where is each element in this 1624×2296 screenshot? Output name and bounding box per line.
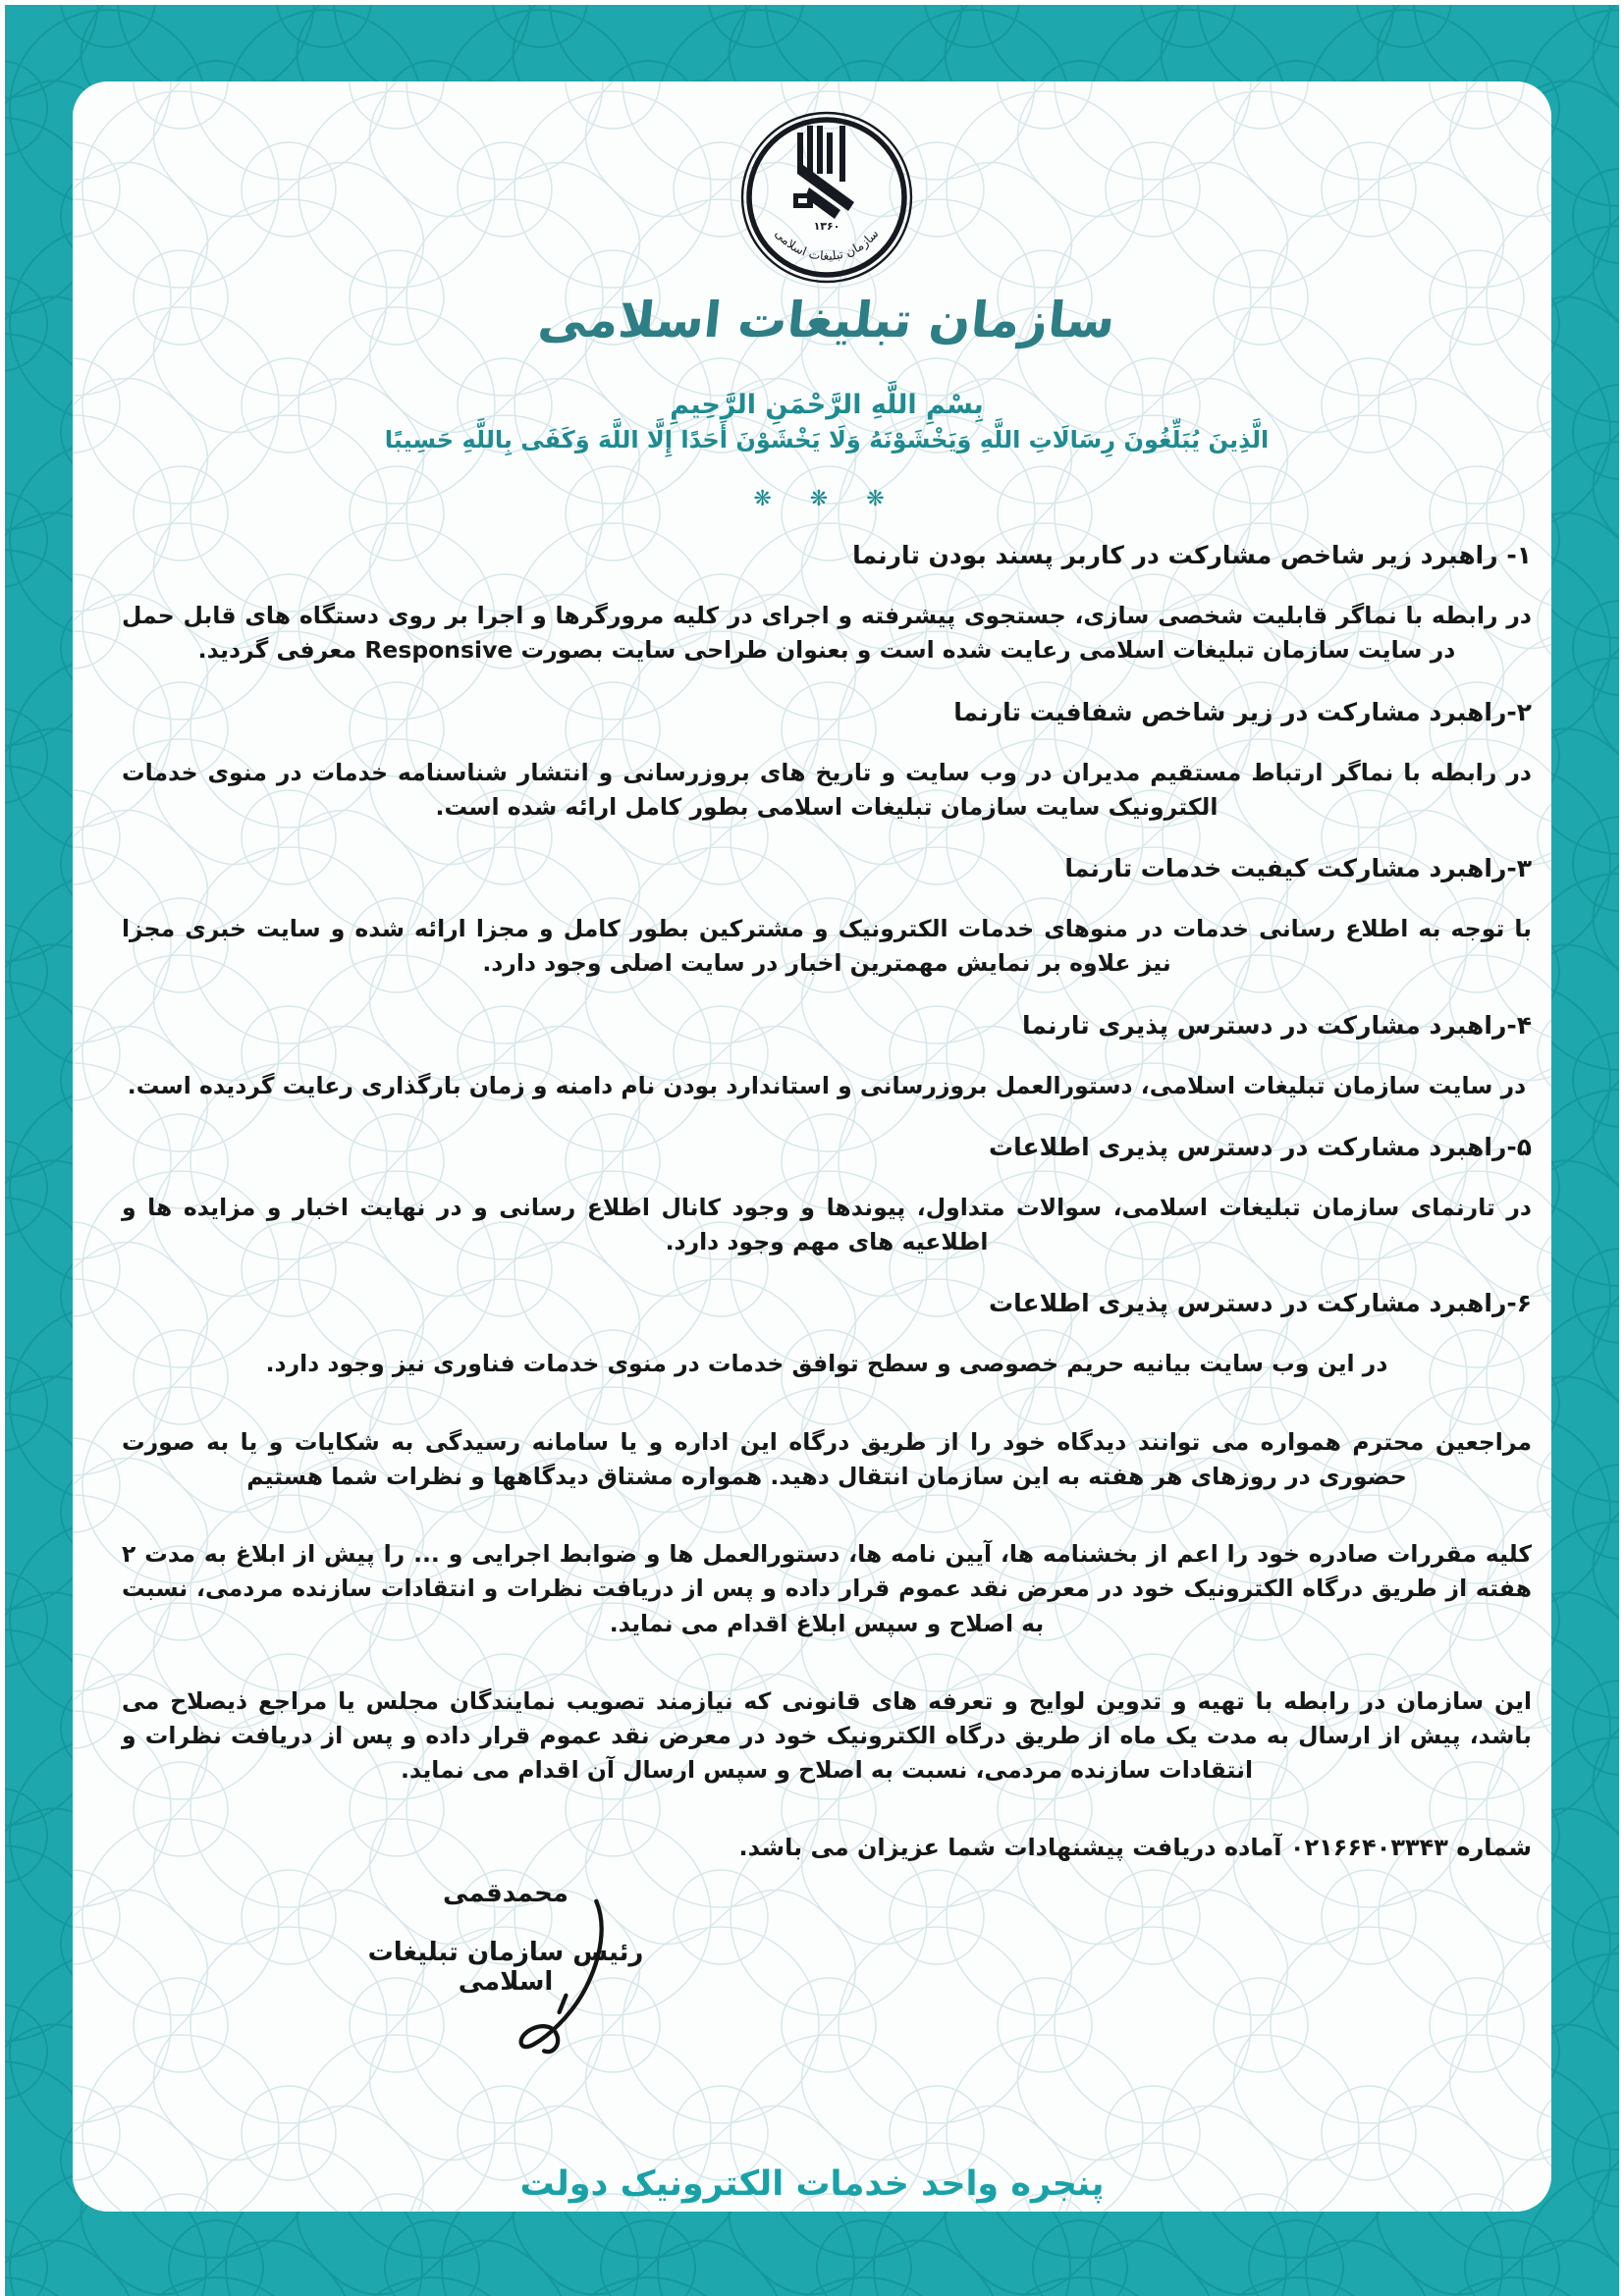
visitors-feedback-paragraph: مراجعین محترم همواره می توانند دیدگاه خود را از طریق درگاه این اداره و یا سامانه رسیدگی به شکایات و یا به صورت حضوری در روزهای هر هفته به این سازمان انتقال دهید. همواره مشتاق دیدگاهها و نظرات شما هستیم: [122, 1427, 1532, 1490]
section-heading: ۱- راهبرد زیر شاخص مشارکت در کاربر پسند بودن تارنما: [852, 541, 1532, 569]
section-body: در این وب سایت بیانیه حریم خصوصی و سطح توافق خدمات در منوی خدمات فناوری نیز وجود دارد.: [265, 1350, 1388, 1378]
section-heading: ۶-راهبرد مشارکت در دسترس پذیری اطلاعات: [989, 1289, 1532, 1318]
islamic-propagation-organization-emblem-icon: [738, 109, 915, 286]
basmala-text: بِسْمِ اللَّهِ الرَّحْمَنِ الرَّحِيمِ: [670, 390, 984, 420]
section-body: در سایت سازمان تبلیغات اسلامی، دستورالعمل بروزرسانی و استاندارد بودن نام دامنه و زمان بارگذاری رعایت گردیده است.: [127, 1071, 1527, 1099]
signature-block: [344, 1879, 668, 1997]
section-1: [122, 541, 1532, 668]
organization-calligraphy-title: سازمان تبلیغات اسلامی: [535, 292, 1118, 348]
regulations-review-paragraph: کلیه مقررات صادره خود را اعم از بخشنامه ها، آیین نامه ها، دستورالعمل ها و ضوابط اجرایی و ... را پیش از ابلاغ به مدت ۲ هفته از طریق درگاه الکترونیک خود در معرض نقد عموم قرار داده و پس از دریافت نظرات و انتقادات سازنده مردمی، نسبت به اصلاح و سپس ابلاغ اقدام می نماید.: [122, 1540, 1532, 1637]
signatory-title: رئیس سازمان تبلیغات اسلامی: [367, 1937, 644, 1997]
footer-banner-label: پنجره واحد خدمات الکترونیک دولت: [519, 2164, 1105, 2204]
section-heading: ۲-راهبرد مشارکت در زیر شاخص شفافیت تارنما: [953, 697, 1532, 726]
emblem-ring-text: سازمان تبلیغات اسلامی: [772, 226, 882, 263]
emblem-year: ۱۳۶۰: [813, 220, 840, 233]
paper-area: [73, 81, 1551, 2212]
section-heading: ۵-راهبرد مشارکت در دسترس پذیری اطلاعات: [989, 1132, 1532, 1161]
section-4: [122, 1011, 1532, 1103]
ornament-divider: ❋ ❋ ❋: [753, 487, 900, 511]
quran-verse-text: الَّذِينَ يُبَلِّغُونَ رِسَالَاتِ اللَّهِ وَيَخْشَوْنَهُ وَلَا يَخْشَوْنَ أَحَدًا إِلَّا اللَّهَ وَكَفَى بِاللَّهِ حَسِيبًا: [384, 426, 1270, 454]
allah-kufic-motif: [793, 126, 854, 219]
signatory-name: محمدقمی: [442, 1878, 569, 1908]
section-heading: ۳-راهبرد مشارکت کیفیت خدمات تارنما: [1064, 854, 1532, 882]
bills-review-paragraph: این سازمان در رابطه با تهیه و تدوین لوایح و تعرفه های قانونی که نیازمند تصویب نمایندگان مجلس یا مراجع ذیصلاح می باشد، پیش از ارسال به مدت یک ماه از طریق درگاه الکترونیک خود در معرض نقد عموم قرار داده و پس از دریافت نظرات و انتقادات سازنده مردمی، نسبت به اصلاح و سپس ارسال آن اقدام می نماید.: [122, 1686, 1532, 1785]
section-body: در تارنمای سازمان تبلیغات اسلامی، سوالات متداول، پیوندها و وجود کانال اطلاع رسانی و در نهایت اخبار و مزایده ها و اطلاعیه های مهم وجود دارد.: [122, 1193, 1532, 1255]
contact-phone-line: شماره ۰۲۱۶۶۴۰۳۳۴۳ آماده دریافت پیشنهادات شما عزیزان می باشد.: [738, 1833, 1532, 1861]
section-3: [122, 854, 1532, 982]
section-heading: ۴-راهبرد مشارکت در دسترس پذیری تارنما: [1021, 1010, 1532, 1040]
section-body: با توجه به اطلاع رسانی خدمات در منوهای خدمات الکترونیک و مشترکین بطور کامل و مجزا ارائه شده و سایت خبری مجزا نیز علاوه بر نمایش مهمترین اخبار در سایت اصلی وجود دارد.: [122, 915, 1532, 978]
letter-content: [73, 81, 1551, 2212]
logo-block: [122, 109, 1532, 348]
section-body: در رابطه با نماگر ارتباط مستقیم مدیران در وب سایت و تاریخ های بروزرسانی و انتشار شناسنامه خدمات در منوی خدمات الکترونیک سایت سازمان تبلیغات اسلامی بطور کامل ارائه شده است.: [122, 758, 1532, 821]
section-2: [122, 698, 1532, 826]
section-6: [122, 1289, 1532, 1381]
section-body: در رابطه با نماگر قابلیت شخصی سازی، جستجوی پیشرفته و اجرای در کلیه مرورگرها و اجرا بر روی دستگاه های قابل حمل در سایت سازمان تبلیغات اسلامی رعایت شده است و بعنوان طراحی سایت بصورت Responsive معرفی گردید.: [122, 602, 1532, 665]
section-5: [122, 1133, 1532, 1260]
